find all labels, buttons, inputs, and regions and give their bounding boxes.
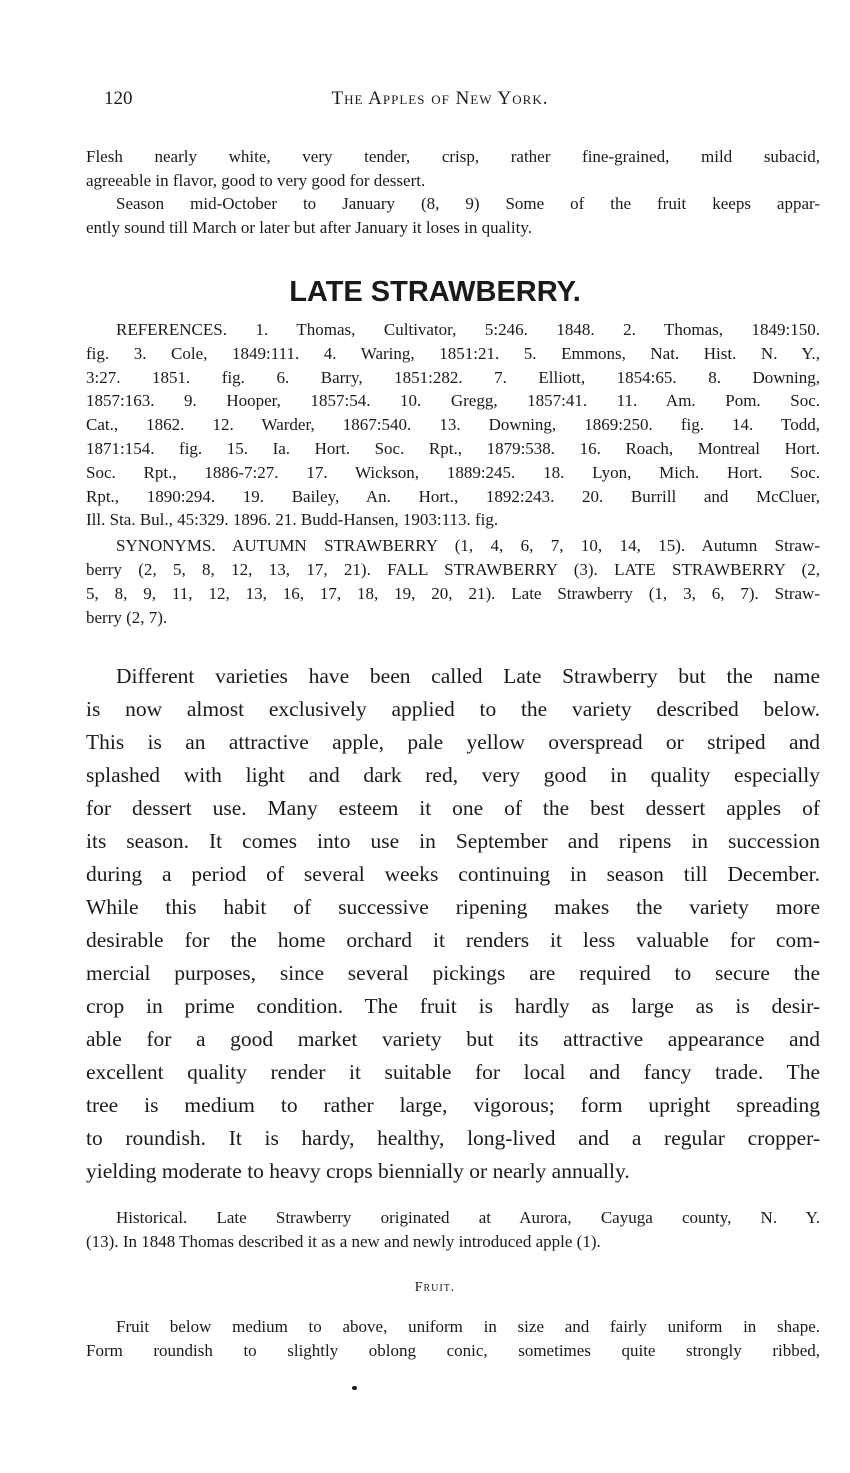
synonyms-line: 5, 8, 9, 11, 12, 13, 16, 17, 18, 19, 20, 21). Late Strawberry (1, 3, 6, 7). Straw- (86, 584, 820, 603)
body-line: While this habit of successive ripening makes the variety more (86, 895, 820, 919)
synonyms-line: berry (2, 7). (86, 608, 168, 627)
synonyms-line: berry (2, 5, 8, 12, 13, 17, 21). FALL STRAWBERRY (3). LATE STRAWBERRY (2, (86, 560, 820, 579)
page-number: 120 (104, 88, 133, 109)
references-line: Soc. Rpt., 1886-7:27. 17. Wickson, 1889:245. 18. Lyon, Mich. Hort. Soc. (86, 462, 820, 482)
body-line: desirable for the home orchard it renders it less valuable for com- (86, 928, 820, 952)
body-line: This is an attractive apple, pale yellow overspread or striped and (86, 730, 820, 754)
body-line: is now almost exclusively applied to the variety described below. (86, 697, 820, 721)
intro-line: agreeable in flavor, good to very good for dessert. (86, 170, 426, 190)
body-line: its season. It comes into use in September and ripens in succession (86, 829, 820, 853)
references-line: fig. 3. Cole, 1849:111. 4. Waring, 1851:21. 5. Emmons, Nat. Hist. N. Y., (86, 343, 820, 363)
fruit-line: Fruit below medium to above, uniform in size and fairly uniform in shape. (116, 1317, 820, 1336)
body-line: for dessert use. Many esteem it one of the best dessert apples of (86, 796, 820, 820)
body-line: mercial purposes, since several pickings are required to secure the (86, 961, 820, 985)
intro-line: Season mid-October to January (8, 9) Some of the fruit keeps appar- (116, 194, 820, 214)
references-line: 1857:163. 9. Hooper, 1857:54. 10. Gregg, 1857:41. 11. Am. Pom. Soc. (86, 391, 820, 411)
body-line: crop in prime condition. The fruit is hardly as large as is desir- (86, 994, 820, 1018)
fruit-line: Form roundish to slightly oblong conic, sometimes quite strongly ribbed, (86, 1340, 820, 1360)
intro-line: ently sound till March or later but after January it loses in quality. (86, 218, 532, 238)
synonyms-line: SYNONYMS. AUTUMN STRAWBERRY (1, 4, 6, 7, 10, 14, 15). Autumn Straw- (116, 536, 820, 555)
section-heading: LATE STRAWBERRY. (289, 276, 581, 308)
body-line: excellent quality render it suitable for local and fancy trade. The (86, 1060, 820, 1084)
body-line: yielding moderate to heavy crops biennially or nearly annually. (86, 1159, 630, 1183)
references-line: Cat., 1862. 12. Warder, 1867:540. 13. Downing, 1869:250. fig. 14. Todd, (86, 415, 820, 435)
intro-line: Flesh nearly white, very tender, crisp, rather fine-grained, mild subacid, (86, 147, 820, 166)
historical-line: (13). In 1848 Thomas described it as a new and newly introduced apple (1). (86, 1232, 601, 1251)
historical-line: Historical. Late Strawberry originated at Aurora, Cayuga county, N. Y. (116, 1208, 820, 1227)
references-line: Ill. Sta. Bul., 45:329. 1896. 21. Budd-Hansen, 1903:113. fig. (86, 510, 499, 530)
body-line: tree is medium to rather large, vigorous; form upright spreading (86, 1093, 820, 1117)
print-mark (352, 1386, 357, 1390)
fruit-subheading: Fruit. (414, 1280, 456, 1295)
running-title: The Apples of New York. (331, 88, 549, 109)
body-line: during a period of several weeks continuing in season till December. (86, 862, 820, 886)
references-line: REFERENCES. 1. Thomas, Cultivator, 5:246. 1848. 2. Thomas, 1849:150. (116, 320, 820, 339)
body-line: splashed with light and dark red, very good in quality especially (86, 763, 820, 787)
body-line: Different varieties have been called Late Strawberry but the name (116, 664, 820, 688)
references-line: 3:27. 1851. fig. 6. Barry, 1851:282. 7. Elliott, 1854:65. 8. Downing, (86, 367, 820, 387)
references-line: Rpt., 1890:294. 19. Bailey, An. Hort., 1892:243. 20. Burrill and McCluer, (86, 486, 820, 506)
references-line: 1871:154. fig. 15. Ia. Hort. Soc. Rpt., 1879:538. 16. Roach, Montreal Hort. (86, 439, 820, 458)
body-line: able for a good market variety but its attractive appearance and (86, 1027, 820, 1051)
body-line: to roundish. It is hardy, healthy, long-lived and a regular cropper- (86, 1126, 820, 1150)
